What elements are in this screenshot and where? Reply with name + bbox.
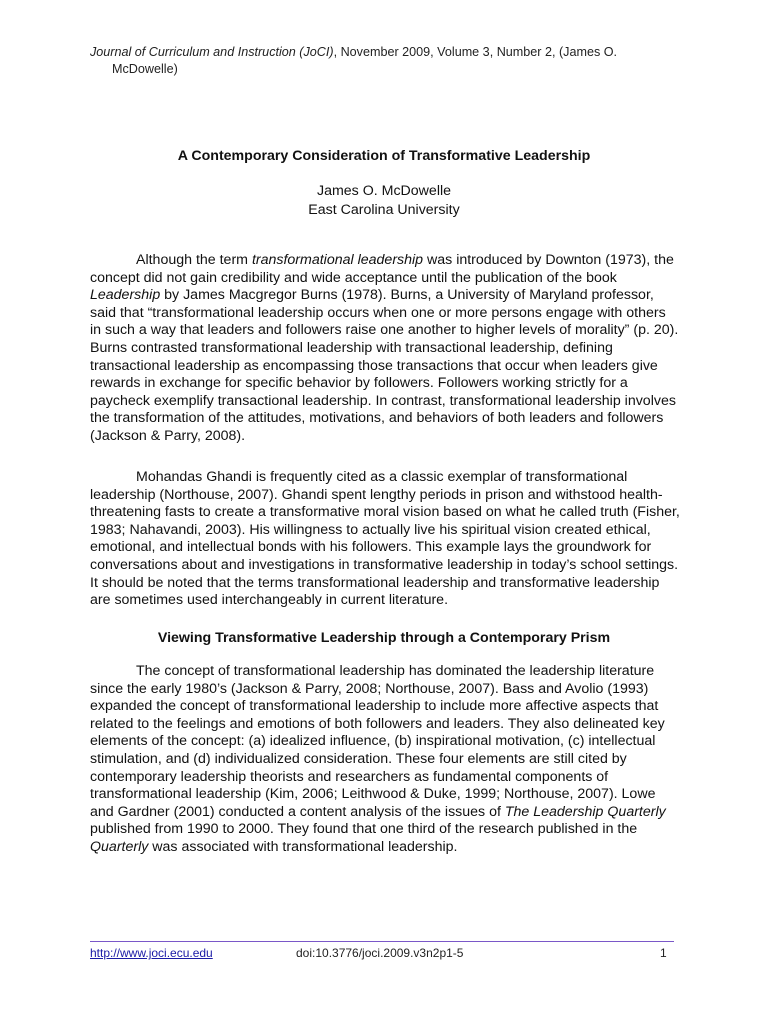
italic-term: transformational leadership [251, 252, 424, 268]
paragraph-text: was introduced by Downton (1973), the concept did not gain credibility and wide acceptance until the publication of the book [90, 252, 674, 286]
journal-website-link[interactable]: http://www.joci.ecu.edu [90, 946, 213, 960]
header-line [90, 44, 690, 61]
author-affiliation: East Carolina University [308, 202, 460, 218]
journal-details: , November 2009, Volume 3, Number 2, (James O. [333, 45, 618, 59]
paragraph-text: published from 1990 to 2000. They found that one third of the research published in the [90, 821, 638, 838]
doi: doi:10.3776/joci.2009.v3n2p1-5 [296, 946, 464, 960]
paragraph-text: by James Macgregor Burns (1978). Burns, a University of Maryland professor, said that “transformational leadership occurs when one or more persons engage with others in such a way that leaders and followers raise one another to higher levels of morality” (p. 20). Burns contrasted transformational leadership with transactional leadership, defining transactional leadership as encompassing those transactions that occur when leaders give rewards in exchange for specific behavior by followers. Followers working strictly for a paycheck exemplify transactional leadership. In contrast, transformational leadership involves the transformation of the attitudes, motivations, and behaviors of both leaders and followers (Jackson & Parry, 2008). [90, 287, 679, 444]
journal-name: Journal of Curriculum and Instruction (JoCI) [90, 45, 334, 59]
paragraph-3 [90, 663, 680, 857]
footer-rule [90, 941, 674, 942]
italic-book-title: Leadership [90, 287, 161, 304]
paragraph-text: was associated with transformational leadership. [148, 838, 458, 855]
paragraph-1 [90, 252, 680, 446]
author-name: James O. McDowelle [316, 183, 452, 199]
paragraph-text: Although the term [136, 252, 252, 268]
running-header [90, 44, 690, 78]
page-number: 1 [660, 946, 667, 960]
italic-journal-title: The Leadership Quarterly [504, 803, 666, 820]
paragraph-text: The concept of transformational leadership has dominated the leadership literature since the early 1980’s (Jackson & Parry, 2008; Northouse, 2007). Bass and Avolio (1993) expanded the concept of transformational leadership to include more affective aspects that related to the feelings and emotions of both followers and leaders. They also delineated key elements of the concept: (a) idealized influence, (b) inspirational motivation, (c) intellectual stimulation, and (d) individualized consideration. These four elements are still cited by contemporary leadership theorists and researchers as fundamental components of transformational leadership (Kim, 2006; Leithwood & Duke, 1999; Northouse, 2007). Lowe and Gardner (2001) conducted a content analysis of the issues of [90, 663, 665, 820]
italic-journal-short: Quarterly [90, 838, 149, 855]
header-author: McDowelle) [112, 62, 178, 76]
paragraph-2: Mohandas Ghandi is frequently cited as a classic exemplar of transformational leadership (Northouse, 2007). Ghandi spent lengthy periods in prison and withstood health-threatening fasts to create a transformative moral vision based on what he called truth (Fisher, 1983; Nahavandi, 2003). His willingness to actually live his spiritual vision created ethical, emotional, and intellectual bonds with his followers. This example lays the groundwork for conversations about and investigations in transformative leadership in today’s school settings. It should be noted that the terms transformational leadership and transformative leadership are sometimes used interchangeably in current literature. [90, 469, 680, 609]
section-heading: Viewing Transformative Leadership through a Contemporary Prism [157, 630, 611, 646]
article-title: A Contemporary Consideration of Transformative Leadership [177, 148, 591, 164]
author-block [0, 182, 768, 220]
